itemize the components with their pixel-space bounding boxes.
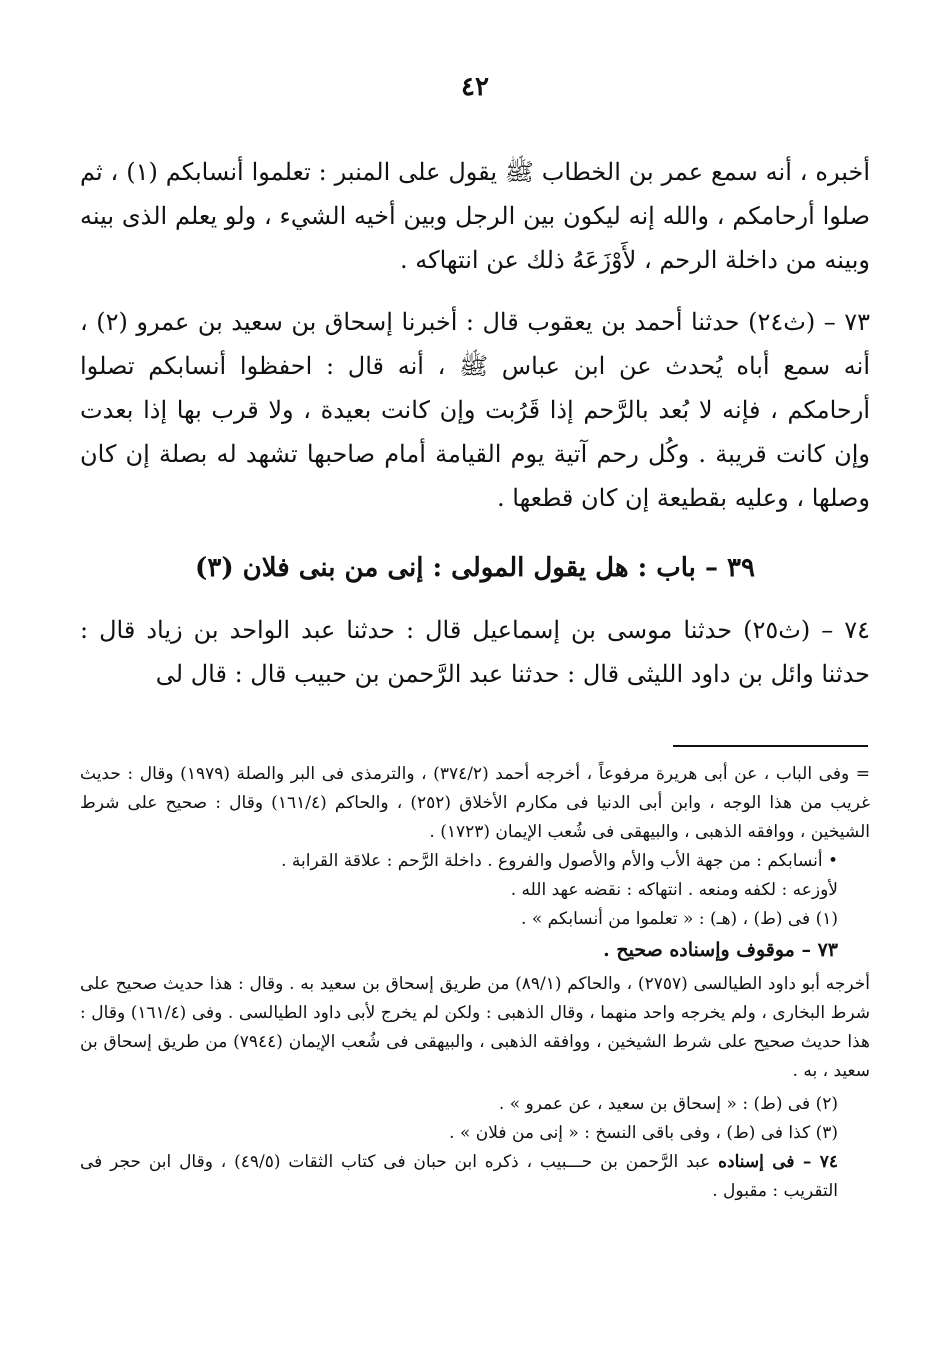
footnote-3: (٣) كذا فى (ط) ، وفى باقى النسخ : « إنى من فلان » . (449, 1123, 838, 1143)
page-number: ٤٢ (461, 72, 489, 102)
footnote-74-text: عبد الرَّحمن بن حـــبيب ، ذكره ابن حبان فى كتاب الثقات (٤٩/٥) ، وقال ابن حجر فى التقريب : مقبول . (80, 1152, 838, 1201)
footnote-glossary-2: لأوزعه : لكفه ومنعه . انتهاكه : نقضه عهد الله . (510, 880, 838, 900)
paragraph-athar-73: ٧٣ – (ث٢٤) حدثنا أحمد بن يعقوب قال : أخبرنا إسحاق بن سعيد بن عمرو (٢) ، أنه سمع أباه يُحدث عن ابن عباس ﷺ ، أنه قال : احفظوا أنسابكم تصلوا أرحامكم ، فإنه لا بُعد بالرَّحم إذا قَرُبت وإن كانت بعيدة ، ولا قرب بها إذا بعدت وإن كانت قريبة . وكُل رحم آتية يوم القيامة أمام صاحبها تشهد له بصلة إن كان وصلها ، وعليه بقطيعة إن كان قطعها . (80, 308, 870, 512)
main-text (80, 150, 870, 696)
footnote-grading-73: ٧٣ – موقوف وإسناده صحيح . (603, 939, 838, 961)
paragraph-athar-74: ٧٤ – (ث٢٥) حدثنا موسى بن إسماعيل قال : حدثنا عبد الواحد بن زياد قال : حدثنا وائل بن داود الليثى قال : حدثنا عبد الرَّحمن بن حبيب قال : قال لى (80, 616, 870, 688)
footnotes (80, 760, 870, 1206)
footnote-takhrij-74 (80, 1148, 870, 1206)
footnote-2: (٢) فى (ط) : « إسحاق بن سعيد ، عن عمرو » . (498, 1094, 838, 1114)
footnote-glossary-1: • أنسابكم : من جهة الأب والأم والأصول والفروع . داخلة الرَّحم : علاقة القرابة . (281, 851, 838, 871)
footnote-takhrij-73: أخرجه أبو داود الطيالسى (٢٧٥٧) ، والحاكم (٨٩/١) من طريق إسحاق بن سعيد به . وقال : هذا حديث صحيح على شرط البخارى ، ولم يخرجه واحد منهما ، وقال الذهبى : ولكن لم يخرج لأبى داود الطيالسى . وفى (١٦١/٤) وقال : هذا حديث صحيح على شرط الشيخين ، ووافقه الذهبى ، والبيهقى فى شُعب الإيمان (٧٩٤٤) من طريق إسحاق بن سعيد ، به . (80, 974, 871, 1081)
footnote-1: (١) فى (ط) ، (هـ) : « تعلموا من أنسابكم » . (521, 909, 838, 929)
footnote-divider (673, 745, 868, 747)
footnote-continuation: = وفى الباب ، عن أبى هريرة مرفوعاً ، أخرجه أحمد (٣٧٤/٢) ، والترمذى فى البر والصلة (١٩٧٩) وقال : حديث غريب من هذا الوجه ، وابن أبى الدنيا فى مكارم الأخلاق (٢٥٢) ، والحاكم (١٦١/٤) وقال : صحيح على شرط الشيخين ، ووافقه الذهبى ، والبيهقى فى شُعب الإيمان (١٧٢٣) . (80, 764, 870, 842)
paragraph-athar-72: أخبره ، أنه سمع عمر بن الخطاب ﷺ يقول على المنبر : تعلموا أنسابكم (١) ، ثم صلوا أرحامكم ، والله إنه ليكون بين الرجل وبين أخيه الشيء ، ولو يعلم الذى بينه وبينه من داخلة الرحم ، لأَوْزَعَهُ ذلك عن انتهاكه . (80, 158, 870, 274)
chapter-heading: ٣٩ – باب : هل يقول المولى : إنى من بنى فلان (٣) (195, 553, 755, 583)
footnote-74-lead: ٧٤ – فى إسناده (718, 1152, 839, 1172)
